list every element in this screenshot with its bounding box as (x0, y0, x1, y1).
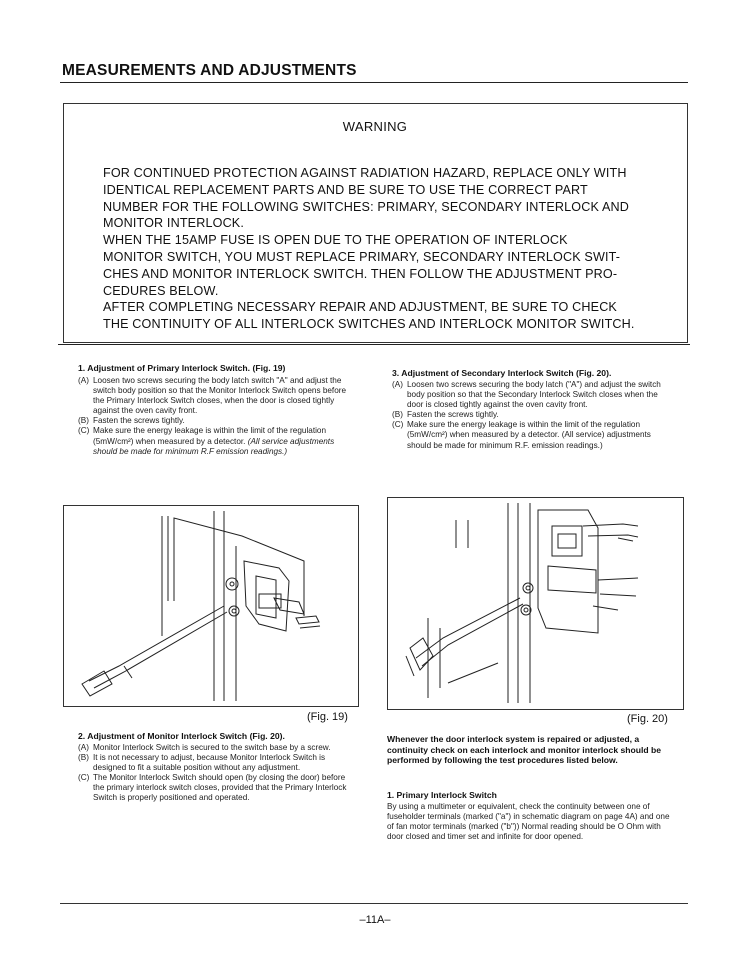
list-item (78, 416, 358, 426)
figure-20-drawing (388, 498, 683, 709)
warning-line: AFTER COMPLETING NECESSARY REPAIR AND ADJUSTMENT, BE SURE TO CHECK (103, 300, 617, 315)
list-item (78, 743, 358, 753)
item-tag: (A) (392, 380, 403, 389)
list-item (78, 753, 358, 773)
item-text: Loosen two screws securing the body latch switch "A" and adjust the switch body position so that the Monitor Interlock Switch opens before the Primary Interlock Switch closes, when the door is closed tightly against the oven cavity front. (93, 376, 347, 416)
item-text: Make sure the energy leakage is within the limit of the regulation (5mW/cm²) when measured by a detector. (93, 426, 327, 446)
section-1-heading: 1. Adjustment of Primary Interlock Switch. (Fig. 19) (78, 363, 286, 373)
warning-line: CEDURES BELOW. (103, 283, 219, 298)
list-item (392, 380, 670, 410)
item-text: Loosen two screws securing the body latch ("A") and adjust the switch body position so that the Secondary Interlock Switch closes when the door is closed tightly against the oven cavity front. (407, 380, 661, 410)
item-text: Fasten the screws tightly. (407, 410, 499, 420)
item-text: Fasten the screws tightly. (93, 416, 185, 426)
item-tag: (A) (78, 376, 89, 385)
list-item (78, 426, 358, 456)
item-note: (All service adjustments should be made for minimum R.F emission readings.) (93, 436, 335, 456)
warning-line: THE CONTINUITY OF ALL INTERLOCK SWITCHES AND INTERLOCK MONITOR SWITCH. (103, 317, 635, 332)
list-item (392, 410, 670, 420)
item-tag: (A) (78, 743, 89, 752)
section-3-heading: 3. Adjustment of Secondary Interlock Switch (Fig. 20). (392, 368, 612, 378)
item-tag: (B) (78, 753, 89, 763)
warning-line: FOR CONTINUED PROTECTION AGAINST RADIATION HAZARD, REPLACE ONLY WITH (103, 166, 627, 180)
section-3-items (392, 380, 670, 451)
item-text: It is not necessary to adjust, because Monitor Interlock Switch is designed to fit a suitable position without any adjustment. (93, 753, 326, 773)
list-item (78, 376, 358, 416)
item-tag: (C) (392, 420, 404, 430)
page-number: –11A– (359, 914, 391, 926)
item-text: Monitor Interlock Switch is secured to the switch base by a screw. (93, 743, 331, 752)
header-rule (60, 82, 688, 83)
warning-line: IDENTICAL REPLACEMENT PARTS AND BE SURE TO USE THE CORRECT PART (103, 182, 588, 197)
list-item (78, 773, 358, 803)
primary-interlock-body: By using a multimeter or equivalent, check the continuity between one of fuseholder terminals (marked ("a") in schematic diagram on page 4A) and one of fan motor terminals (marked ("b")) Normal reading should be O Ohm with door closed and timer set and infinite for door opened. (387, 802, 670, 842)
primary-interlock-heading: 1. Primary Interlock Switch (387, 790, 497, 800)
page-title: MEASUREMENTS AND ADJUSTMENTS (62, 62, 357, 79)
figure-19-drawing (64, 506, 358, 706)
warning-box-bottom-rule (58, 344, 690, 345)
figure-20-caption: (Fig. 20) (627, 713, 668, 725)
footer-rule (60, 903, 688, 904)
figure-20 (387, 497, 684, 710)
warning-line: CHES AND MONITOR INTERLOCK SWITCH. THEN FOLLOW THE ADJUSTMENT PRO- (103, 266, 618, 281)
warning-line: MONITOR SWITCH, YOU MUST REPLACE PRIMARY, SECONDARY INTERLOCK SWIT- (103, 249, 621, 264)
warning-title: WARNING (342, 119, 408, 134)
item-tag: (C) (78, 773, 90, 783)
warning-line: WHEN THE 15AMP FUSE IS OPEN DUE TO THE OPERATION OF INTERLOCK (103, 233, 568, 248)
figure-19 (63, 505, 359, 707)
section-2-items (78, 743, 358, 804)
warning-line: NUMBER FOR THE FOLLOWING SWITCHES: PRIMARY, SECONDARY INTERLOCK AND (103, 199, 630, 214)
section-2-heading: 2. Adjustment of Monitor Interlock Switch (Fig. 20). (78, 731, 285, 741)
section-1-items (78, 376, 358, 457)
item-text: Make sure the energy leakage is within the limit of the regulation (5mW/cm²) when measured by a detector. (All service) adjustments should be made for minimum R.F. emission readings.) (407, 420, 651, 450)
item-tag: (C) (78, 426, 90, 436)
item-tag: (B) (392, 410, 403, 420)
item-tag: (B) (78, 416, 89, 426)
warning-text (103, 165, 663, 333)
warning-line: MONITOR INTERLOCK. (103, 216, 245, 231)
list-item (392, 420, 670, 450)
continuity-intro: Whenever the door interlock system is repaired or adjusted, a continuity check on each interlock and monitor interlock should be performed by following the test procedures listed below. (387, 734, 662, 766)
item-text: The Monitor Interlock Switch should open (by closing the door) before the primary interlock switch closes, provided that the Primary Interlock Switch is properly positioned and operated. (93, 773, 347, 803)
figure-19-caption: (Fig. 19) (307, 711, 348, 723)
